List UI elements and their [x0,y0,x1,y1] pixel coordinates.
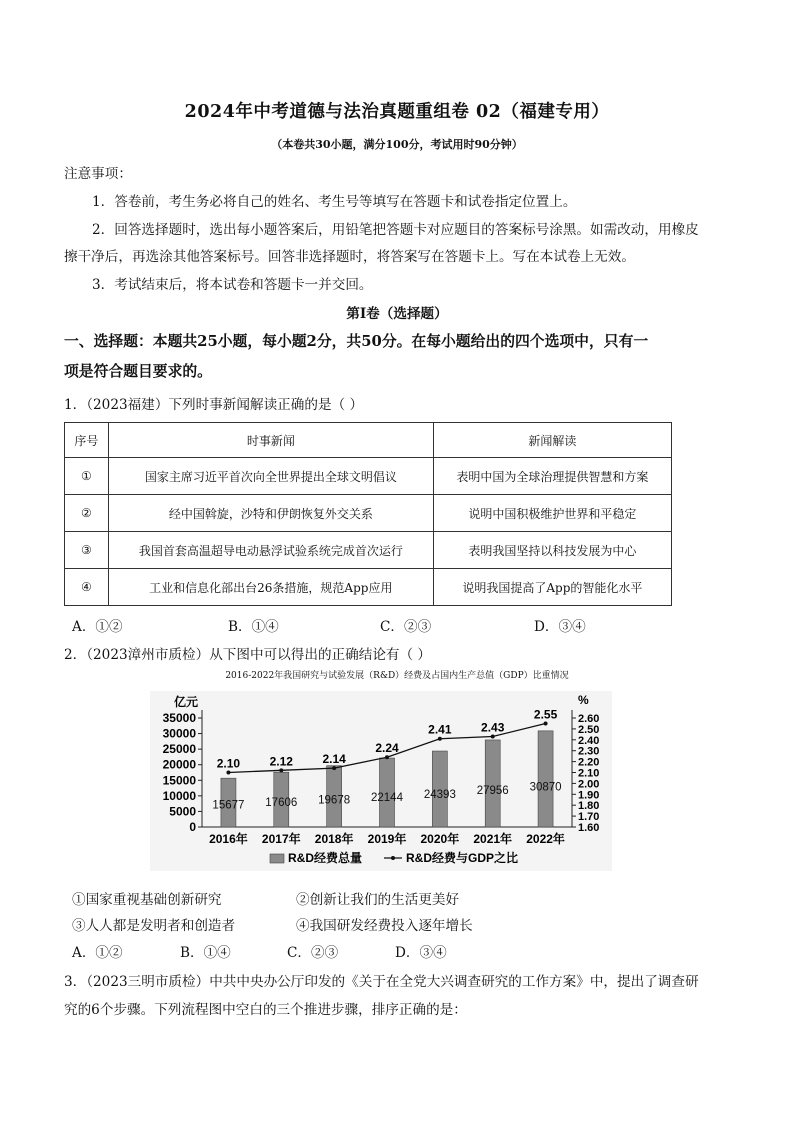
ratio-point [544,721,548,725]
ratio-value-label: 2.10 [216,756,241,771]
left-axis-tick-label: 0 [189,820,196,834]
right-axis-tick-label: 2.30 [578,745,600,758]
bar-value-label: 27956 [476,784,509,797]
paper-subtitle: （本卷共30小题，满分100分，考试用时90分钟） [271,138,523,151]
q1-option-c[interactable]: C．②③ [380,619,432,635]
legend-line-marker [391,856,395,860]
table-cell: 国家主席习近平首次向全世界提出全球文明倡议 [108,458,433,495]
q2-statement-1: ①国家重视基础创新研究 [72,892,222,908]
bar [538,731,553,827]
legend-bar-swatch [270,854,284,863]
ratio-value-label: 2.14 [322,752,346,767]
x-axis-tick-label: 2016年 [209,832,248,846]
table-cell: 我国首套高温超导电动悬浮试验系统完成首次运行 [108,532,433,569]
bar [485,740,500,827]
table-cell: ④ [65,569,109,606]
left-axis-tick-label: 25000 [162,742,196,757]
table-cell: 表明我国坚持以科技发展为中心 [433,532,671,569]
ratio-value-label: 2.55 [533,707,558,722]
ratio-point [332,766,336,770]
notice-heading: 注意事项： [64,166,132,182]
q2-stem: 2．（2023漳州市质检）从下图中可以得出的正确结论有（ ） [64,647,432,663]
bar-value-label: 30870 [529,781,562,794]
x-axis-tick-label: 2019年 [367,832,407,846]
q2-statement-2: ②创新让我们的生活更美好 [296,892,460,908]
ratio-value-label: 2.43 [481,720,505,735]
q1-news-table [64,422,672,606]
legend-bar-label: R&D经费总量 [288,851,362,865]
section-intro-a: 一、选择题：本题共25小题，每小题2分，共50分。在每小题给出的四个选项中，只有一 [64,333,649,350]
table-row [65,458,672,495]
left-axis-tick-label: 20000 [162,757,196,772]
chart-title: 2016-2022年我国研究与试验发展（R&D）经费及占国内生产总值（GDP）比重情况 [225,671,569,681]
x-axis-tick-label: 2022年 [526,832,565,846]
table-header-cell: 时事新闻 [108,423,433,458]
ratio-value-label: 2.41 [428,722,452,737]
right-axis-tick-label: 2.20 [578,756,600,769]
table-cell: 表明中国为全球治理提供智慧和方案 [433,458,671,495]
right-axis-tick-label: 2.60 [578,713,600,725]
notice-item-3: 3．考试结束后，将本试卷和答题卡一并交回。 [92,277,373,293]
left-axis-tick-label: 5000 [169,804,196,819]
q2-statement-4: ④我国研发经费投入逐年增长 [296,918,473,934]
bar-value-label: 22144 [371,791,403,804]
q1-option-a[interactable]: A．①② [72,619,123,635]
ratio-point [226,771,230,775]
right-axis-unit: % [578,693,589,707]
right-axis-tick-label: 2.10 [578,767,600,780]
notice-item-1: 1．答卷前，考生务必将自己的姓名、考生号等填写在答题卡和试卷指定位置上。 [92,194,577,210]
table-cell: 说明我国提高了App的智能化水平 [433,569,671,606]
table-header-row [65,423,672,458]
notice-item-2a: 2．回答选择题时，选出每小题答案后，用铅笔把答题卡对应题目的答案标号涂黑。如需改动，用橡皮 [92,222,699,238]
x-axis-tick-label: 2020年 [420,832,460,846]
right-axis-tick-label: 1.80 [578,800,600,813]
right-axis-tick-label: 1.70 [578,811,600,824]
notice-item-2b: 擦干净后，再选涂其他答案标号。回答非选择题时，将答案写在答题卡上。写在本试卷上无效。 [64,249,635,265]
table-cell: 说明中国积极维护世界和平稳定 [433,495,671,532]
paper-title: 2024年中考道德与法治真题重组卷 02（福建专用） [184,102,610,122]
x-axis-tick-label: 2018年 [314,832,354,846]
q2-option-d[interactable]: D．③④ [395,945,447,961]
q1-stem: 1．（2023福建）下列时事新闻解读正确的是（ ） [64,397,364,413]
q3-stem-b: 究的6个步骤。下列流程图中空白的三个推进步骤，排序正确的是： [64,1002,467,1018]
left-axis-tick-label: 15000 [162,773,196,788]
left-axis-tick-label: 35000 [162,711,196,725]
table-cell: ③ [65,532,109,569]
rd-chart [0,685,794,885]
table-header-cell: 新闻解读 [433,423,671,458]
left-axis-unit: 亿元 [173,695,198,709]
ratio-point [385,755,389,759]
q2-option-a[interactable]: A．①② [72,945,123,961]
section-title: 第Ⅰ卷（选择题） [346,306,448,322]
table-row [65,569,672,606]
bar-value-label: 17606 [265,797,298,810]
ratio-point [491,735,495,739]
table-row [65,495,672,532]
x-axis-tick-label: 2021年 [473,832,513,846]
right-axis-tick-label: 1.60 [578,822,600,834]
right-axis-tick-label: 1.90 [578,789,600,802]
ratio-point [438,737,442,741]
right-axis-tick-label: 2.40 [578,734,600,747]
right-axis-tick-label: 2.00 [578,778,600,791]
section-intro-b: 项是符合题目要求的。 [64,363,212,380]
ratio-value-label: 2.12 [269,754,293,769]
legend-line-label: R&D经费与GDP之比 [406,851,519,865]
q3-stem-a: 3．（2023三明市质检）中共中央办公厅印发的《关于在全党大兴调查研究的工作方案》中，提出了调查研 [64,974,699,990]
table-row [65,532,672,569]
bar-value-label: 24393 [423,789,456,802]
left-axis-tick-label: 30000 [162,726,196,741]
ratio-point [279,768,283,772]
table-cell: 经中国斡旋，沙特和伊朗恢复外交关系 [108,495,433,532]
table-cell: ① [65,458,109,495]
table-header-cell: 序号 [65,423,109,458]
x-axis-tick-label: 2017年 [261,832,301,846]
table-cell: ② [65,495,109,532]
bar-value-label: 15677 [212,799,245,812]
q2-option-c[interactable]: C．②③ [287,945,339,961]
table-cell: 工业和信息化部出台26条措施，规范App应用 [108,569,433,606]
left-axis-tick-label: 10000 [162,788,196,803]
q1-option-b[interactable]: B．①④ [228,619,279,635]
right-axis-tick-label: 2.50 [578,723,600,736]
q2-option-b[interactable]: B．①④ [180,945,231,961]
bar-value-label: 19678 [318,794,351,807]
ratio-value-label: 2.24 [375,741,399,756]
q2-statement-3: ③人人都是发明者和创造者 [72,918,236,934]
q1-option-d[interactable]: D．③④ [534,619,586,635]
